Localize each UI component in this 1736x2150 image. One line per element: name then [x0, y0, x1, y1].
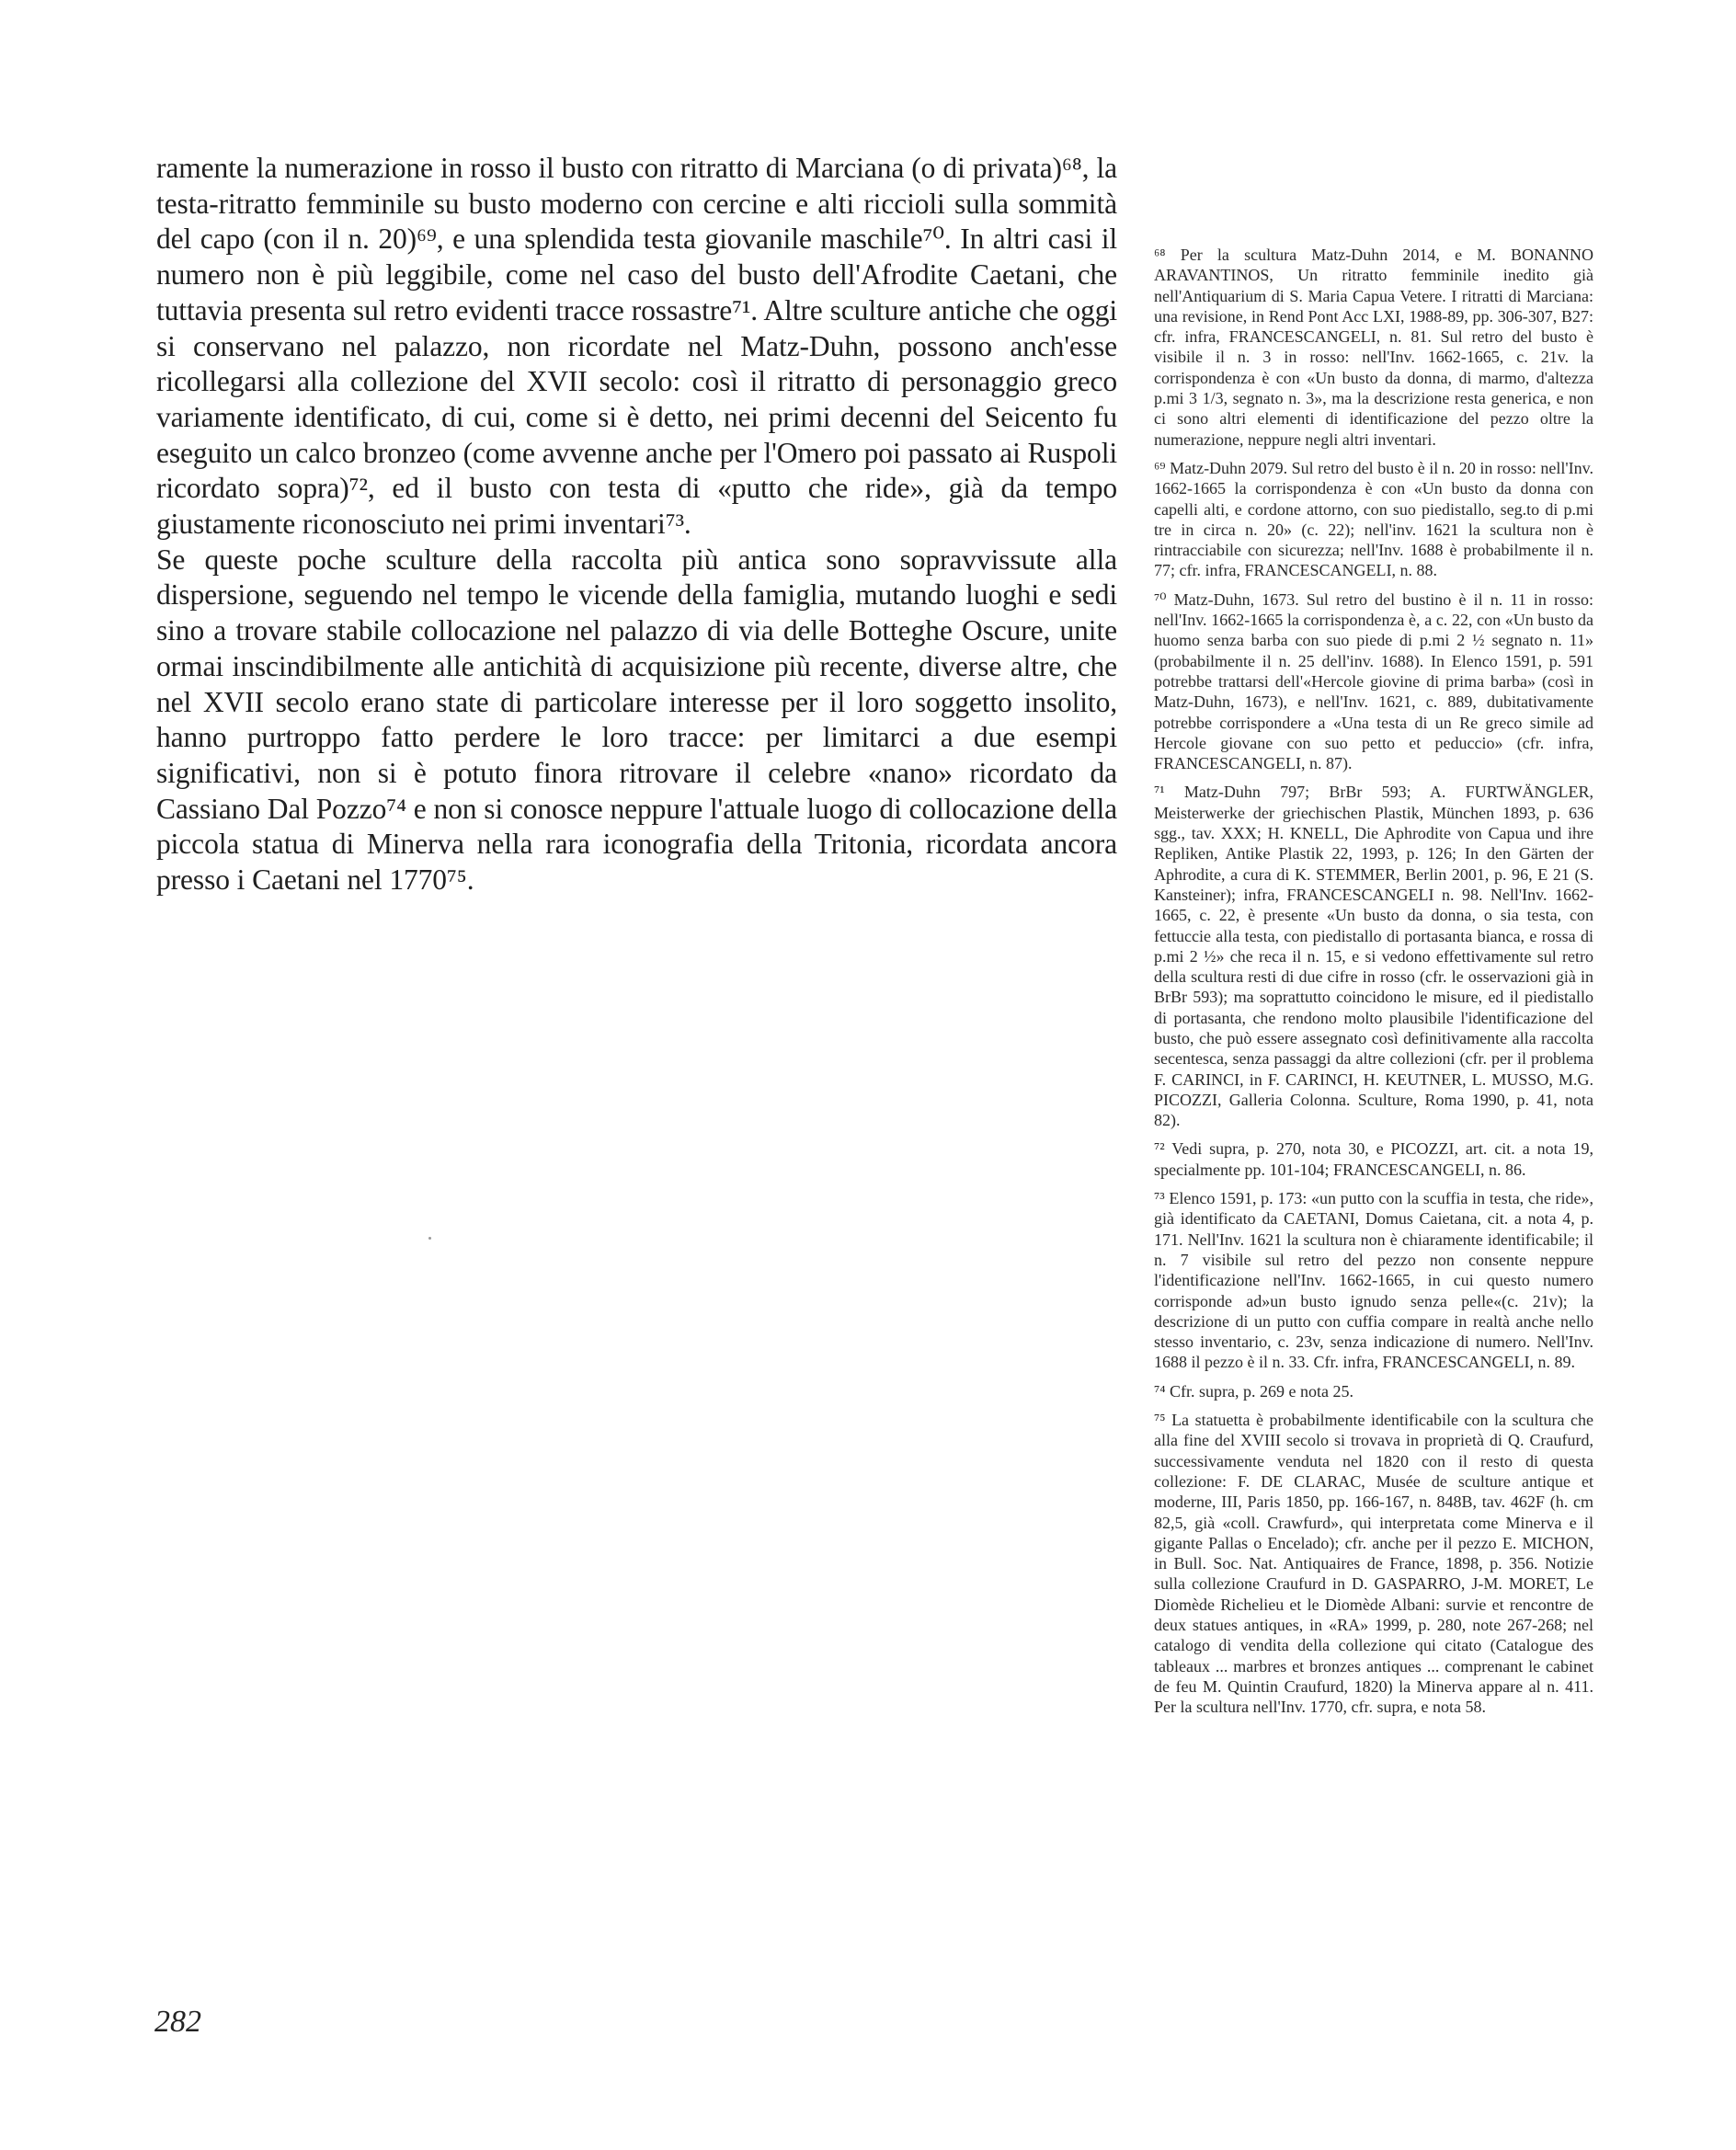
footnote-72: ⁷² Vedi supra, p. 270, nota 30, e PICOZZI, art. cit. a nota 19, specialmente pp. 101-104; FRANCESCANGELI, n. 86.: [1154, 1139, 1593, 1179]
footnote-73: ⁷³ Elenco 1591, p. 173: «un putto con la scuffia in testa, che ride», già identificato da CAETANI, Domus Caietana, cit. a nota 4, p. 171. Nell'Inv. 1621 la scultura non è chiaramente identificabile; il n. 7 visibile sul retro del pezzo non consente neppure l'identificazione nell'Inv. 1662-1665, in cui questo numero corrisponde ad»un busto ignudo senza pelle«(c. 21v); la descrizione di un putto con cuffia compare in realtà anche nello stesso inventario, c. 23v, senza indicazione di numero. Nell'Inv. 1688 il pezzo è il n. 33. Cfr. infra, FRANCESCANGELI, n. 89.: [1154, 1189, 1593, 1372]
footnote-69: ⁶⁹ Matz-Duhn 2079. Sul retro del busto è il n. 20 in rosso: nell'Inv. 1662-1665 la corrispondenza è con «Un busto da donna con capelli alti, e cordone attorno, con suo piedistallo, seg.to di p.mi tre in circa n. 20» (c. 22); nell'inv. 1621 la scultura non è rintracciabile con sicurezza; nell'Inv. 1688 è probabilmente il n. 77; cfr. infra, FRANCESCANGELI, n. 88.: [1154, 458, 1593, 580]
footnote-68: ⁶⁸ Per la scultura Matz-Duhn 2014, e M. BONANNO ARAVANTINOS, Un ritratto femminile inedito già nell'Antiquarium di S. Maria Capua Vetere. I ritratti di Marciana: una revisione, in Rend Pont Acc LXI, 1988-89, pp. 306-307, B27: cfr. infra, FRANCESCANGELI, n. 81. Sul retro del busto è visibile il n. 3 in rosso: nell'Inv. 1662-1665, c. 21v. la corrispondenza è con «Un busto da donna, di marmo, d'altezza p.mi 3 1/3, segnato n. 3», ma la descrizione resta generica, e non ci sono altri elementi di identificazione del pezzo oltre la numerazione, neppure negli altri inventari.: [1154, 246, 1593, 449]
main-paragraph-2: Se queste poche sculture della raccolta più antica sono sopravvissute alla dispersione, seguendo nel tempo le vicende della famiglia, mutando luoghi e sedi sino a trovare stabile collocazione nel palazzo di via delle Botteghe Oscure, unite ormai inscindibilmente alle antichità di acquisizione più recente, diverse altre, che nel XVII secolo erano state di particolare interesse per il loro soggetto insolito, hanno purtroppo fatto perdere le loro tracce: per limitarci a due esempi significativi, non si è potuto finora ritrovare il celebre «nano» ricordato da Cassiano Dal Pozzo⁷⁴ e non si conosce neppure l'attuale luogo di collocazione della piccola statua di Minerva nella rara iconografia della Tritonia, ricordata ancora presso i Caetani nel 1770⁷⁵.: [156, 543, 1117, 897]
page-number: 282: [154, 2005, 201, 2039]
main-body-text: [156, 151, 1117, 898]
footnote-70: ⁷⁰ Matz-Duhn, 1673. Sul retro del bustino è il n. 11 in rosso: nell'Inv. 1662-1665 la corrispondenza è, a c. 22, con «Un busto da huomo senza barba con suo piede di p.mi 2 ½ segnato n. 11» (probabilmente il n. 25 dell'inv. 1688). In Elenco 1591, p. 591 potrebbe trattarsi dell'«Hercole giovine di prima barba» (così in Matz-Duhn, 1673), e nell'Inv. 1621, c. 889, dubitativamente potrebbe corrispondere a «Una testa di un Re greco simile ad Hercole giovane con suo petto et peduccio» (cfr. infra, FRANCESCANGELI, n. 87).: [1154, 589, 1593, 773]
footnote-74: ⁷⁴ Cfr. supra, p. 269 e nota 25.: [1154, 1381, 1354, 1401]
main-paragraph-1: ramente la numerazione in rosso il busto con ritratto di Marciana (o di privata)⁶⁸, la testa-ritratto femminile su busto moderno con cercine e alti riccioli sulla sommità del capo (con il n. 20)⁶⁹, e una splendida testa giovanile maschile⁷⁰. In altri casi il numero non è più leggibile, come nel caso del busto dell'Afrodite Caetani, che tuttavia presenta sul retro evidenti tracce rossastre⁷¹. Altre sculture antiche che oggi si conservano nel palazzo, non ricordate nel Matz-Duhn, possono anch'esse ricollegarsi alla collezione del XVII secolo: così il ritratto di personaggio greco variamente identificato, di cui, come si è detto, nei primi decenni del Seicento fu eseguito un calco bronzeo (come avvenne anche per l'Omero poi passato ai Ruspoli ricordato sopra)⁷², ed il busto con testa di «putto che ride», già da tempo giustamente riconosciuto nei primi inventari⁷³.: [156, 152, 1117, 541]
footnote-71: ⁷¹ Matz-Duhn 797; BrBr 593; A. FURTWÄNGLER, Meisterwerke der griechischen Plastik, München 1893, p. 636 sgg., tav. XXX; H. KNELL, Die Aphrodite von Capua und ihre Repliken, Antike Plastik 22, 1993, p. 126; In den Gärten der Aphrodite, a cura di K. STEMMER, Berlin 2001, p. 96, E 21 (S. Kansteiner); infra, FRANCESCANGELI n. 98. Nell'Inv. 1662-1665, c. 22, è presente «Un busto da donna, o sia testa, con fettuccie alla testa, con piedistallo di portasanta bianca, e rossa di p.mi 2 ½» che reca il n. 15, e si vedono effettivamente sul retro della scultura resti di due cifre in rosso (cfr. le osservazioni già in BrBr 593); ma soprattutto coincidono le misure, ed il piedistallo di portasanta, che rendono molto plausibile l'identificazione del busto, che può essere assegnato così definitivamente alla raccolta secentesca, senza passaggi da altre collezioni (cfr. per il problema F. CARINCI, in F. CARINCI, H. KEUTNER, L. MUSSO, M.G. PICOZZI, Galleria Colonna. Sculture, Roma 1990, p. 41, nota 82).: [1154, 783, 1593, 1130]
footnote-75: ⁷⁵ La statuetta è probabilmente identificabile con la scultura che alla fine del XVIII secolo si trovava in proprietà di Q. Craufurd, successivamente venduta nel 1820 con il resto di questa collezione: F. DE CLARAC, Musée de sculture antique et moderne, III, Paris 1850, pp. 166-167, n. 848B, tav. 462F (h. cm 82,5, già «coll. Crawfurd», qui interpretata come Minerva e il gigante Pallas o Encelado); cfr. anche per il pezzo E. MICHON, in Bull. Soc. Nat. Antiquaires de France, 1898, p. 356. Notizie sulla collezione Craufurd in D. GASPARRO, J-M. MORET, Le Diomède Richelieu et le Diomède Albani: survie et rencontre de deux statues antiques, in «RA» 1999, p. 280, note 267-268; nel catalogo di vendita della collezione qui citato (Catalogue des tableaux ... marbres et bronzes antiques ... comprenant le cabinet de feu M. Quintin Craufurd, 1820) la Minerva appare al n. 411. Per la scultura nell'Inv. 1770, cfr. supra, e nota 58.: [1154, 1411, 1593, 1717]
scan-speck: [428, 1237, 431, 1240]
footnotes-column: [1154, 245, 1593, 1725]
